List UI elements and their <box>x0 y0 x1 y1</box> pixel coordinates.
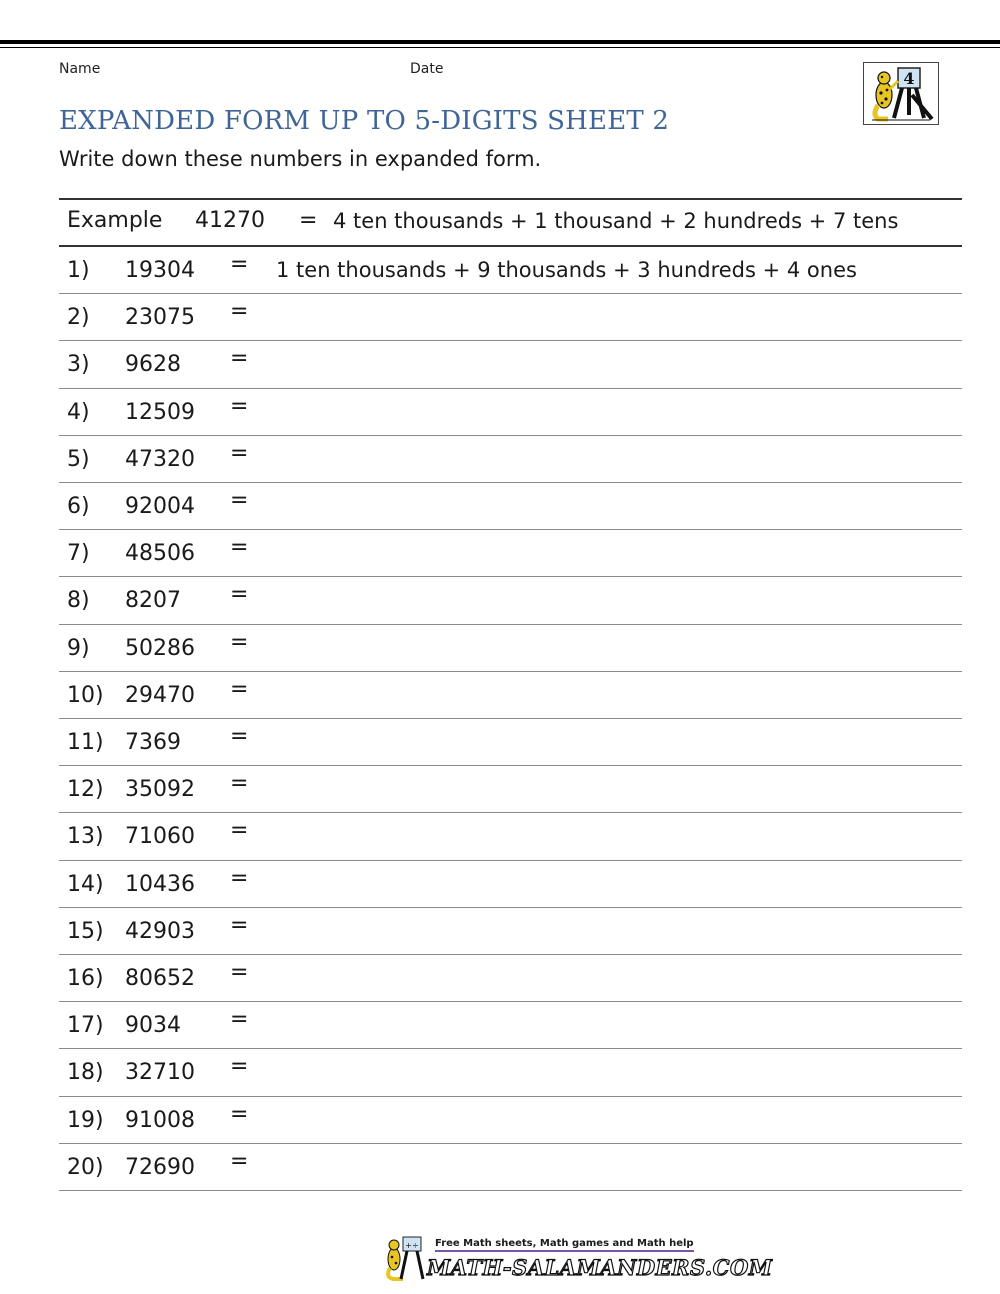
question-number: 3) <box>67 352 90 377</box>
question-value: 23075 <box>125 305 195 330</box>
question-value: 48506 <box>125 541 195 566</box>
question-equals: = <box>230 394 249 419</box>
question-number: 8) <box>67 588 90 613</box>
question-row <box>59 1096 962 1143</box>
question-equals: = <box>230 630 249 655</box>
name-label: Name <box>59 61 101 77</box>
question-number: 15) <box>67 919 104 944</box>
question-number: 6) <box>67 494 90 519</box>
question-row <box>59 860 962 907</box>
question-value: 42903 <box>125 919 195 944</box>
question-number: 17) <box>67 1013 104 1038</box>
question-row <box>59 812 962 859</box>
question-number: 13) <box>67 824 104 849</box>
footer-logo <box>381 1233 773 1283</box>
question-row <box>59 435 962 482</box>
question-row <box>59 907 962 954</box>
question-equals: = <box>230 535 249 560</box>
question-row <box>59 529 962 576</box>
question-number: 11) <box>67 730 104 755</box>
question-equals: = <box>230 1149 249 1174</box>
question-equals: = <box>230 1054 249 1079</box>
logo-badge-number: 4 <box>903 69 915 88</box>
question-number: 12) <box>67 777 104 802</box>
question-row <box>59 388 962 435</box>
question-number: 1) <box>67 258 90 283</box>
question-row <box>59 1048 962 1095</box>
worksheet-title: EXPANDED FORM UP TO 5-DIGITS SHEET 2 <box>59 106 670 136</box>
question-number: 18) <box>67 1060 104 1085</box>
question-row <box>59 765 962 812</box>
question-row <box>59 718 962 765</box>
question-answer-field[interactable]: 1 ten thousands + 9 thousands + 3 hundreds + 4 ones <box>276 258 857 282</box>
question-equals: = <box>230 346 249 371</box>
question-row <box>59 624 962 671</box>
question-row <box>59 340 962 387</box>
example-number: 41270 <box>195 208 265 233</box>
question-equals: = <box>230 818 249 843</box>
question-row <box>59 1001 962 1048</box>
question-number: 5) <box>67 447 90 472</box>
footer-site-name: MATH-SALAMANDERS.COM <box>427 1255 773 1280</box>
question-equals: = <box>230 252 249 277</box>
footer-tagline: Free Math sheets, Math games and Math help <box>435 1238 694 1252</box>
question-value: 19304 <box>125 258 195 283</box>
question-row <box>59 246 962 293</box>
question-equals: = <box>230 771 249 796</box>
question-number: 4) <box>67 400 90 425</box>
question-number: 7) <box>67 541 90 566</box>
date-label: Date <box>410 61 444 77</box>
question-equals: = <box>230 488 249 513</box>
question-value: 35092 <box>125 777 195 802</box>
question-row <box>59 482 962 529</box>
question-equals: = <box>230 299 249 324</box>
question-value: 9628 <box>125 352 181 377</box>
question-value: 32710 <box>125 1060 195 1085</box>
question-number: 14) <box>67 872 104 897</box>
question-value: 47320 <box>125 447 195 472</box>
question-equals: = <box>230 913 249 938</box>
question-value: 7369 <box>125 730 181 755</box>
question-row <box>59 293 962 340</box>
row-divider <box>59 1190 962 1191</box>
example-equals: = <box>299 208 318 233</box>
question-value: 12509 <box>125 400 195 425</box>
question-number: 19) <box>67 1108 104 1133</box>
example-label: Example <box>67 208 163 233</box>
example-row <box>59 199 962 245</box>
instructions-text: Write down these numbers in expanded form. <box>59 147 542 171</box>
question-number: 9) <box>67 636 90 661</box>
question-row <box>59 954 962 1001</box>
question-number: 2) <box>67 305 90 330</box>
question-equals: = <box>230 960 249 985</box>
example-answer: 4 ten thousands + 1 thousand + 2 hundreds + 7 tens <box>333 209 899 233</box>
question-value: 50286 <box>125 636 195 661</box>
question-number: 10) <box>67 683 104 708</box>
question-equals: = <box>230 441 249 466</box>
question-row <box>59 671 962 718</box>
question-value: 72690 <box>125 1155 195 1180</box>
question-value: 92004 <box>125 494 195 519</box>
question-value: 9034 <box>125 1013 181 1038</box>
question-row <box>59 576 962 623</box>
question-equals: = <box>230 724 249 749</box>
question-value: 80652 <box>125 966 195 991</box>
top-border-thin <box>0 47 1000 48</box>
question-number: 16) <box>67 966 104 991</box>
salamander-easel-icon <box>863 62 939 125</box>
question-value: 29470 <box>125 683 195 708</box>
question-equals: = <box>230 1007 249 1032</box>
question-equals: = <box>230 677 249 702</box>
question-value: 71060 <box>125 824 195 849</box>
salamander-icon <box>381 1235 425 1281</box>
question-equals: = <box>230 582 249 607</box>
question-value: 8207 <box>125 588 181 613</box>
question-equals: = <box>230 1102 249 1127</box>
question-number: 20) <box>67 1155 104 1180</box>
question-row <box>59 1143 962 1190</box>
question-value: 10436 <box>125 872 195 897</box>
top-border-thick <box>0 40 1000 44</box>
question-equals: = <box>230 866 249 891</box>
svg-text:+÷: +÷ <box>405 1241 419 1250</box>
question-value: 91008 <box>125 1108 195 1133</box>
